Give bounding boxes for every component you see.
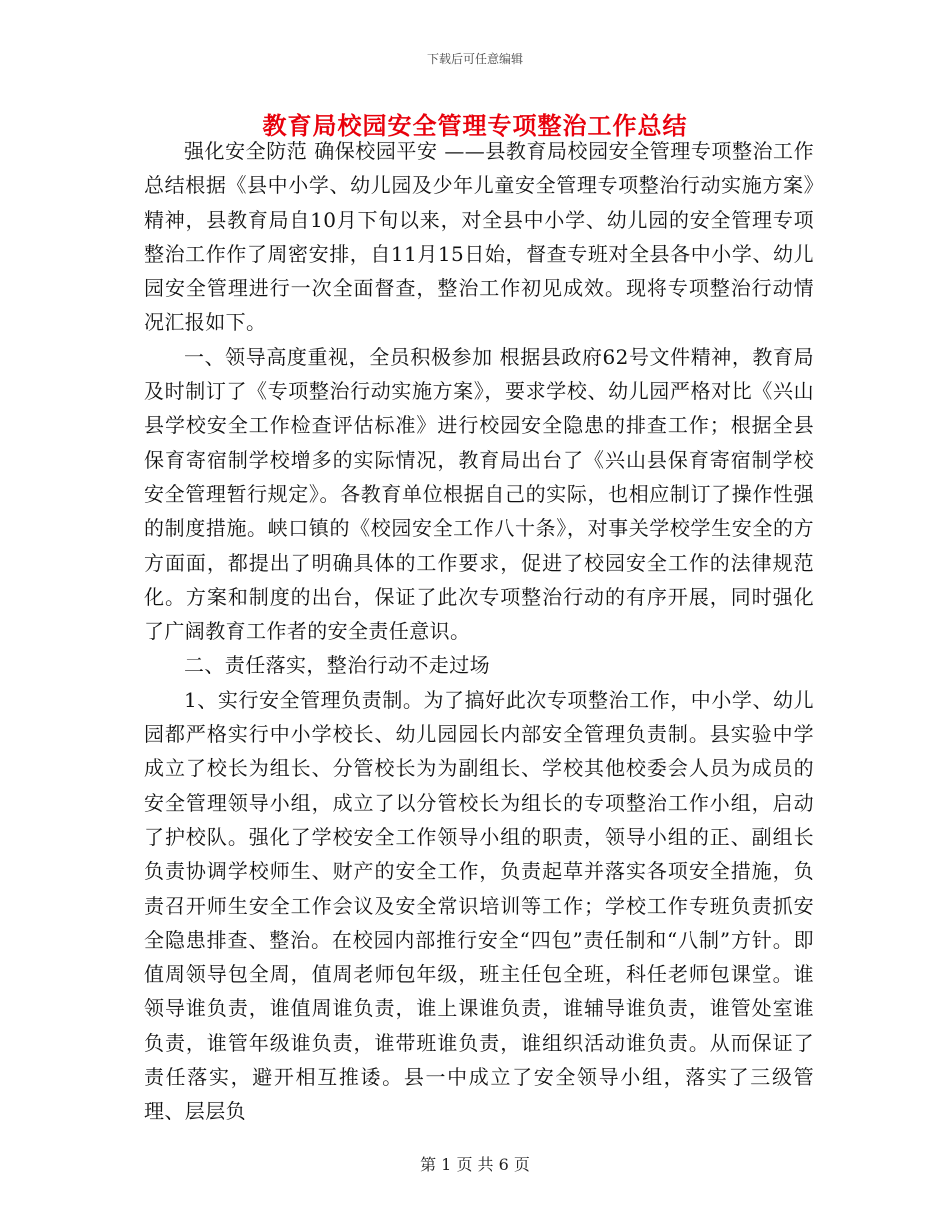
paragraph-section-two-heading: 二、责任落实，整治行动不走过场 (184, 653, 490, 678)
paragraph-item-one: 1、实行安全管理负责制。为了搞好此次专项整治工作，中小学、幼儿园都严格实行中小学校长、幼儿园园长内部安全管理负责制。县实验中学成立了校长为组长、分管校长为为副组长、学校其他校委会人员为成员的安全管理领导小组，成立了以分管校长为组长的专项整治工作小组，启动了护校队。强化了学校安全工作领导小组的职责，领导小组的正、副组长负责协调学校师生、财产的安全工作，负责起草并落实各项安全措施，负责召开师生安全工作会议及安全常识培训等工作；学校工作专班负责抓安全隐患排查、整治。在校园内部推行安全“四包”责任制和“八制”方针。即值周领导包全周，值周老师包年级，班主任包全班，科任老师包课堂。谁领导谁负责，谁值周谁负责，谁上课谁负责，谁辅导谁负责，谁管处室谁负责，谁管年级谁负责，谁带班谁负责，谁组织活动谁负责。从而保证了责任落实，避开相互推诿。县一中成立了安全领导小组，落实了三级管理、层层负 (144, 687, 814, 1124)
document-title: 教育局校园安全管理专项整治工作总结 (262, 111, 688, 140)
paragraph-intro: 强化安全防范 确保校园平安 ——县教育局校园安全管理专项整治工作总结根据《县中小学、幼儿园及少年儿童安全管理专项整治行动实施方案》精神，县教育局自10月下旬以来，对全县中小学、幼儿园的安全管理专项整治工作作了周密安排，自11月15日始，督查专班对全县各中小学、幼儿园安全管理进行一次全面督查，整治工作初见成效。现将专项整治行动情况汇报如下。 (144, 139, 814, 335)
document-body (144, 134, 814, 1129)
page-footer: 第 1 页 共 6 页 (420, 1155, 530, 1174)
paragraph-section-one: 一、领导高度重视，全员积极参加 根据县政府62号文件精神，教育局及时制订了《专项整治行动实施方案》，要求学校、幼儿园严格对比《兴山县学校安全工作检查评估标准》进行校园安全隐患的排查工作；根据全县保育寄宿制学校增多的实际情况，教育局出台了《兴山县保育寄宿制学校安全管理暂行规定》。各教育单位根据自己的实际，也相应制订了操作性强的制度措施。峡口镇的《校园安全工作八十条》，对事关学校学生安全的方方面面，都提出了明确具体的工作要求，促进了校园安全工作的法律规范化。方案和制度的出台，保证了此次专项整治行动的有序开展，同时强化了广阔教育工作者的安全责任意识。 (144, 344, 814, 644)
header-note: 下载后可任意编辑 (426, 52, 523, 66)
